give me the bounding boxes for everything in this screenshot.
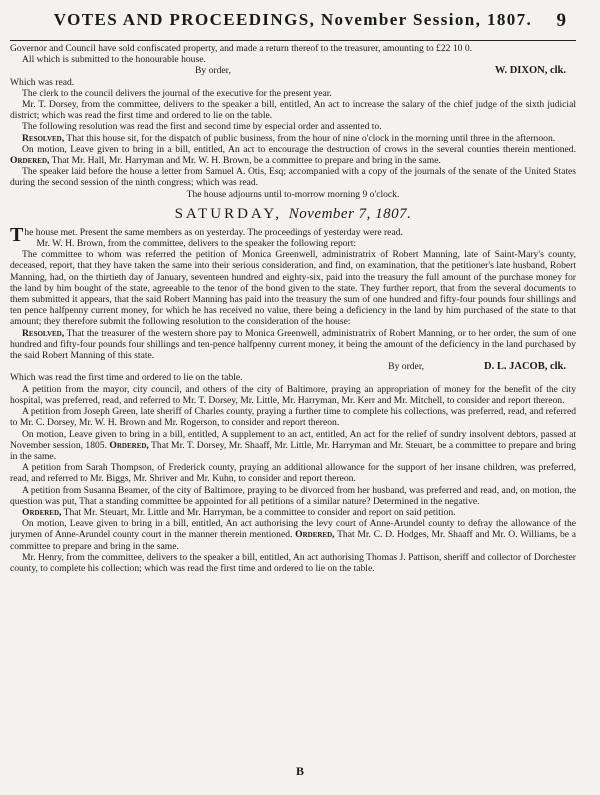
- signature-line: [10, 361, 576, 372]
- paragraph-text: That this house sit, for the dispatch of public business, from the hour of nine o'clock in the morning until three in the afternoon.: [64, 132, 556, 144]
- paragraph: Mr. Henry, from the committee, delivers to the speaker a bill, entitled, An act authorising Thomas J. Pattison, sheriff and collector of Dorchester county, to complete his collection; which was read the first time and ordered to lie on the table.: [10, 551, 576, 574]
- paragraph: [10, 144, 576, 166]
- paragraph: The speaker laid before the house a letter from Samuel A. Otis, Esq; accompanied with a copy of the journals of the senate of the United States during the second session of the ninth congress; which was read.: [10, 166, 576, 189]
- paragraph-text: On motion, Leave given to bring in a bill, entitled, A supplement to an act, entitled, An act for the relief of sundry insolvent debtors, passed at November session, 1805.: [10, 428, 576, 451]
- signature-mark: B: [295, 764, 304, 778]
- by-order-label: By order,: [195, 65, 231, 77]
- resolved-lead: Resolved,: [22, 132, 65, 144]
- header-title: VOTES AND PROCEEDINGS, November Session, 1807.: [53, 10, 533, 29]
- ordered-lead: Ordered,: [107, 439, 149, 451]
- resolved-lead: Resolved,: [22, 327, 65, 339]
- page-header: [10, 10, 576, 40]
- paragraph: All which is submitted to the honourable house.: [22, 54, 206, 66]
- paragraph-text: On motion, Leave given to bring in a bill, entitled, An act to encourage the destruction of crows in the several counties therein mentioned.: [22, 143, 576, 155]
- paragraph: The house met. Present the same members as on yesterday. The proceedings of yesterday were read.: [10, 223, 403, 246]
- paragraph: A petition from Joseph Green, late sheriff of Charles county, praying a further time to complete his collections, was preferred, read, and referred to Mr. C. Dorsey, Mr. W. H. Brown and Mr. Rogerson, to consider and report thereon.: [10, 406, 576, 429]
- paragraph: The following resolution was read the first and second time by especial order and assented to.: [22, 121, 382, 133]
- paragraph: The clerk to the council delivers the journal of the executive for the present year.: [22, 87, 332, 99]
- paragraph: Which was read.: [10, 76, 75, 88]
- paragraph: A petition from the mayor, city council, and others of the city of Baltimore, praying an appropriation of money for the benefit of the city hospital, was preferred, read, and referred to Mr. T. Dorsey, Mr. Little, Mr. Harryman, Mr. Kerr and Mr. Mitchell, to consider and report thereon.: [10, 383, 576, 406]
- paragraph: Mr. T. Dorsey, from the committee, delivers to the speaker a bill, entitled, An act to increase the salary of the chief judge of the sixth judicial district; which was read the first time and ordered to lie on the table.: [10, 99, 576, 122]
- paragraph: A petition from Susanna Beamer, of the city of Baltimore, praying to be divorced from her husband, was preferred and read, and, on motion, the question was put, That a standing committee be appointed for all petitions of a similar nature? Determined in the negative.: [10, 484, 576, 507]
- signer-name: D. L. JACOB, clk.: [484, 361, 566, 373]
- signer-name: W. DIXON, clk.: [494, 65, 566, 77]
- paragraph: [10, 429, 576, 463]
- paragraph: [10, 518, 576, 552]
- paragraph: [10, 133, 576, 144]
- by-order-label: By order,: [388, 361, 425, 373]
- paragraph-text: That Mr. T. Dorsey, Mr. Shaaff, Mr. Little, Mr. Harryman and Mr. Steuart, be a committee to prepare and bring in the same.: [10, 439, 576, 462]
- paragraph: Which was read the first time and ordered to lie on the table.: [10, 372, 243, 384]
- paragraph: [10, 507, 576, 518]
- paragraph: The house adjourns until to-morrow morning 9 o'clock.: [186, 188, 400, 200]
- paragraph: The committee to whom was referred the petition of Monica Greenwell, administratrix of Robert Manning, late of Saint-Mary's county, deceased, report, that they have taken the same into their serious consideration, and find, on examination, that the petitioner's late husband, Robert Manning, had, on the thirtieth day of January, seventeen hundred and eighty-six, paid into the treasury the full amount of the purchase money for the land by him bought of the state, agreeable to the tenor of the bond given to the state. They further report, that from the several documents to them submitted it appears, that the said Robert Manning has paid into the treasury the sum of one hundred and fifty-four pounds four shillings and ten pence halfpenny current money, for which he has received no value, there being a deficiency in the land by him purchased of the state to that amount; they therefore submit the following resolution to the consideration of the house:: [10, 249, 576, 328]
- paragraph-text: That Mr. Hall, Mr. Harryman and Mr. W. H. Brown, be a committee to prepare and bring in the same.: [49, 155, 441, 167]
- ordered-lead: Ordered,: [22, 506, 62, 518]
- paragraph-text: That Mr. Steuart, Mr. Little and Mr. Harryman, be a committee to consider and report on said petition.: [61, 506, 456, 518]
- paragraph: Governor and Council have sold confiscated property, and made a return thereof to the treasurer, amounting to £22 10 0.: [10, 43, 473, 54]
- signature-line: [10, 65, 576, 76]
- date-rest: November 7, 1807.: [288, 205, 412, 222]
- header-rule: [10, 40, 576, 41]
- page-number: 9: [556, 10, 566, 31]
- ordered-lead: Ordered,: [10, 155, 50, 167]
- paragraph-text: On motion, Leave given to bring in a bill, entitled, An act authorising the levy court of Anne-Arundel county to defray the allowance of the jurymen of Anne-Arundel county court in the manner therein mentioned.: [10, 518, 576, 541]
- paragraph: A petition from Sarah Thompson, of Frederick county, praying an additional allowance for the support of her insane children, was preferred, read, and referred to Mr. Biggs, Mr. Shriver and Mr. Kuhn, to consider and report thereon.: [10, 462, 576, 485]
- ordered-lead: Ordered,: [292, 529, 335, 541]
- date-day: SATURDAY,: [174, 205, 283, 222]
- date-heading: [10, 206, 576, 223]
- paragraph-text: That the treasurer of the western shore pay to Monica Greenwell, administratrix of Robert Manning, or to her order, the sum of one hundred and fifty-four pounds four shillings and ten-pence halfpenny current money, it being the amount of the deficiency in the land purchased by the said Robert Manning of this state.: [10, 327, 576, 362]
- paragraph-text: That Mr. C. D. Hodges, Mr. Shaaff and Mr. O. Williams, be a committee to prepare and bring in the same.: [10, 529, 576, 552]
- paragraph: Mr. W. H. Brown, from the committee, delivers to the speaker the following report:: [36, 238, 357, 250]
- paragraph: [10, 328, 576, 362]
